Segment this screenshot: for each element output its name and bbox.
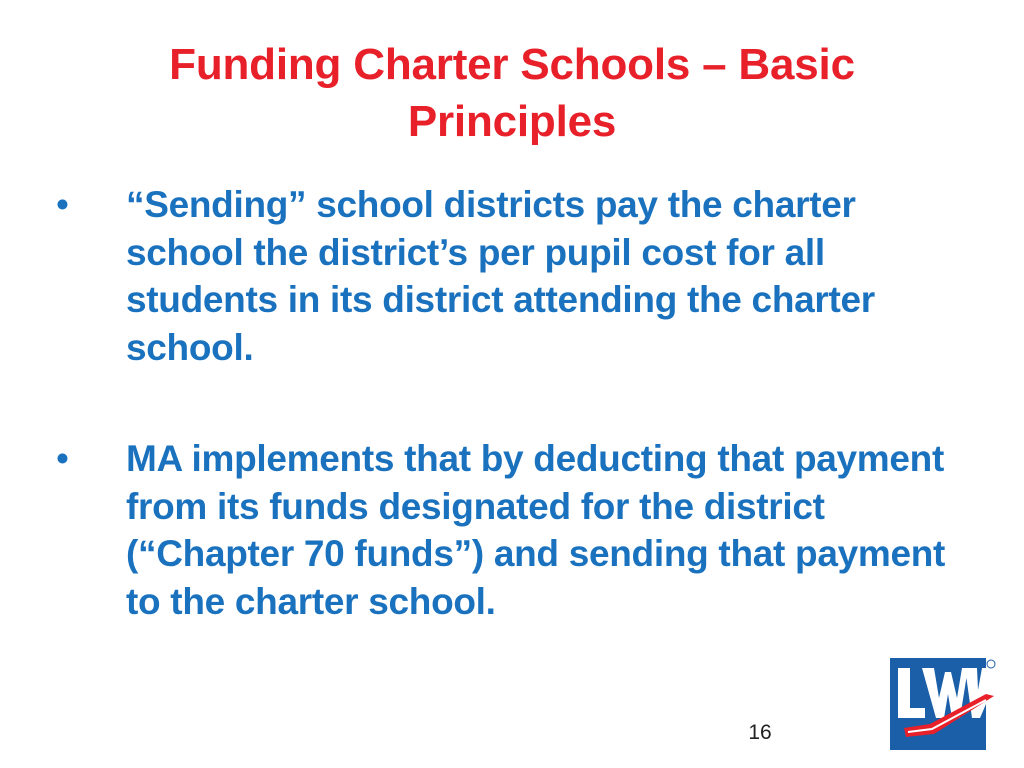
bullet-marker: •: [56, 184, 69, 225]
bullet-text: “Sending” school districts pay the charter school the district’s per pupil cost for all students in its district attending the charter school.: [126, 184, 875, 368]
bullet-text: MA implements that by deducting that payment from its funds designated for the district (“Chapter 70 funds”) and sending that payment to the charter school.: [126, 438, 946, 622]
slide-title: Funding Charter Schools – Basic Principles: [169, 40, 855, 146]
lwv-logo-icon: [890, 658, 996, 750]
page-number: 16: [748, 721, 772, 744]
bullet-item: [56, 435, 976, 625]
bullet-marker: •: [56, 438, 69, 479]
bullet-item: [56, 181, 976, 371]
